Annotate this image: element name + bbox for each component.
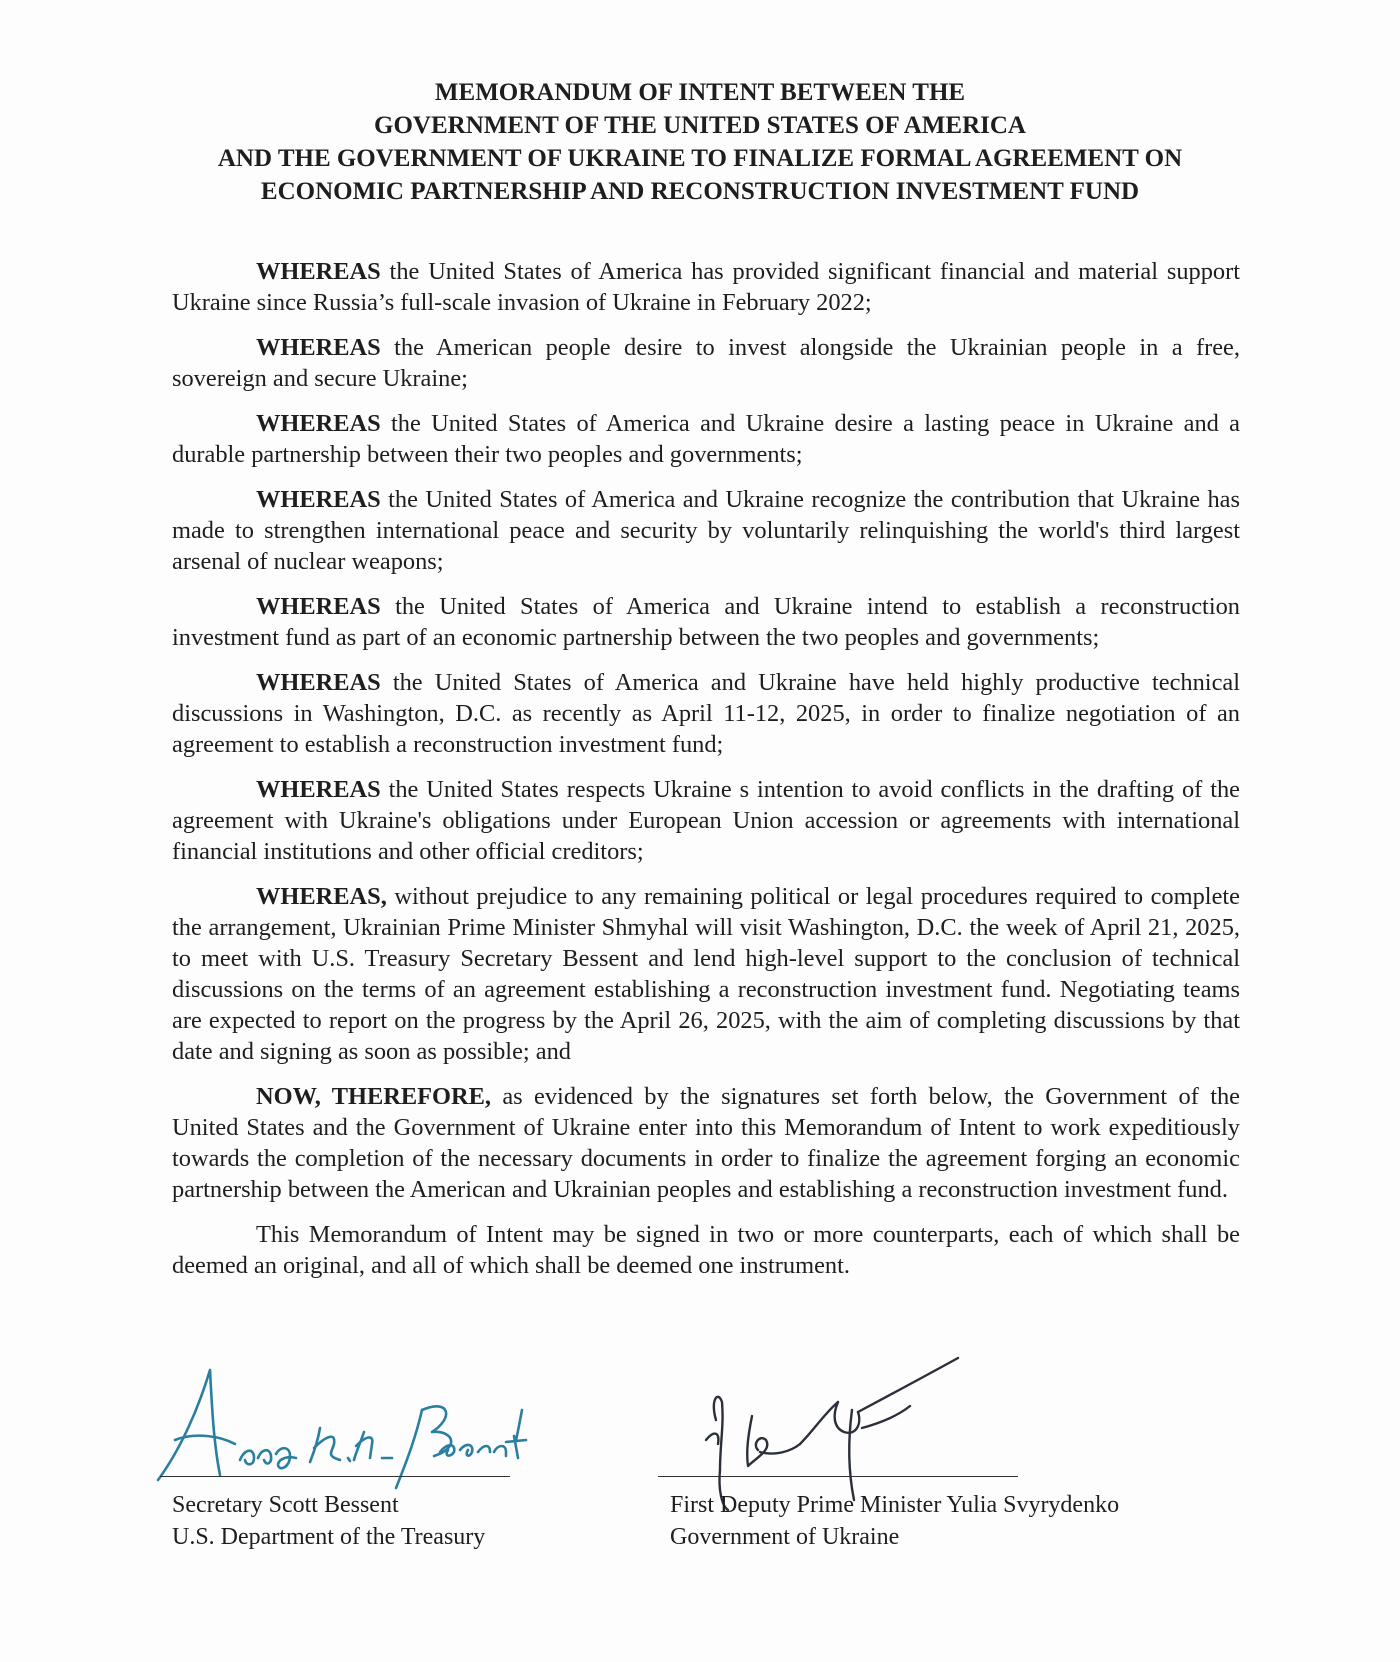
paragraph-text: This Memorandum of Intent may be signed in two or more counterparts, each of which shall be deemed an original, and all of which shall be deemed one instrument. [172, 1221, 1240, 1279]
title-line-1: MEMORANDUM OF INTENT BETWEEN THE [434, 79, 966, 106]
paragraph-lead: WHEREAS [256, 258, 381, 285]
paragraph-lead: WHEREAS [256, 776, 381, 803]
now-therefore-paragraph [172, 1081, 1240, 1205]
paragraph-text: without prejudice to any remaining political or legal procedures required to complete the arrangement, Ukrainian Prime Minister Shmyhal will visit Washington, D.C. the week of April 21, 2025, to meet with U.S. Treasury Secretary Bessent and lend high-level support to the conclusion of technical discussions on the terms of an agreement establishing a reconstruction investment fund. Negotiating teams are expected to report on the progress by the April 26, 2025, with the aim of completing discussions by that date and signing as soon as possible; and [172, 883, 1240, 1065]
paragraph-lead: WHEREAS, [256, 883, 387, 910]
paragraph-lead: WHEREAS [256, 410, 381, 437]
paragraph-text: the United States respects Ukraine s intention to avoid conflicts in the drafting of the agreement with Ukraine's obligations under European Union accession or agreements with international financial institutions and other official creditors; [172, 776, 1240, 865]
whereas-paragraph-1 [172, 256, 1240, 318]
signature-section [0, 1370, 1400, 1570]
signature-block-us [160, 1370, 580, 1570]
signatory-organization: Government of Ukraine [670, 1524, 900, 1550]
whereas-paragraph-7 [172, 774, 1240, 867]
paragraph-lead: WHEREAS [256, 334, 381, 361]
paragraph-lead: WHEREAS [256, 593, 381, 620]
paragraph-text: the United States of America and Ukraine recognize the contribution that Ukraine has made to strengthen international peace and security by voluntarily relinquishing the world's third largest arsenal of nuclear weapons; [172, 486, 1240, 575]
paragraph-lead: NOW, THEREFORE, [256, 1083, 491, 1110]
paragraph-text: the United States of America and Ukraine desire a lasting peace in Ukraine and a durable partnership between their two peoples and governments; [172, 410, 1240, 468]
paragraph-text: the United States of America has provided significant financial and material support Ukraine since Russia’s full-scale invasion of Ukraine in February 2022; [172, 258, 1240, 316]
whereas-paragraph-6 [172, 667, 1240, 760]
document-title [150, 76, 1250, 208]
handwritten-signature-us [150, 1340, 570, 1490]
paragraph-lead: WHEREAS [256, 486, 381, 513]
whereas-paragraph-5 [172, 591, 1240, 653]
title-line-2: GOVERNMENT OF THE UNITED STATES OF AMERICA [374, 112, 1026, 139]
whereas-paragraph-2 [172, 332, 1240, 394]
handwritten-signature-ukraine [648, 1340, 1068, 1510]
paragraph-text: the United States of America and Ukraine intend to establish a reconstruction investment fund as part of an economic partnership between the two peoples and governments; [172, 593, 1240, 651]
signatory-organization: U.S. Department of the Treasury [172, 1524, 486, 1550]
title-line-3: AND THE GOVERNMENT OF UKRAINE TO FINALIZE FORMAL AGREEMENT ON [217, 145, 1183, 172]
signatory-name: First Deputy Prime Minister Yulia Svyrydenko [670, 1492, 1120, 1518]
signature-line [658, 1476, 1018, 1477]
paragraph-text: the United States of America and Ukraine have held highly productive technical discussions in Washington, D.C. as recently as April 11-12, 2025, in order to finalize negotiation of an agreement to establish a reconstruction investment fund; [172, 669, 1240, 758]
paragraph-text: as evidenced by the signatures set forth below, the Government of the United States and the Government of Ukraine enter into this Memorandum of Intent to work expeditiously towards the completion of the necessary documents in order to finalize the agreement forging an economic partnership between the American and Ukrainian peoples and establishing a reconstruction investment fund. [172, 1083, 1240, 1203]
memorandum-body [172, 256, 1240, 1281]
whereas-paragraph-4 [172, 484, 1240, 577]
paragraph-lead: WHEREAS [256, 669, 381, 696]
whereas-paragraph-3 [172, 408, 1240, 470]
title-line-4: ECONOMIC PARTNERSHIP AND RECONSTRUCTION INVESTMENT FUND [260, 178, 1140, 205]
counterparts-paragraph [172, 1219, 1240, 1281]
paragraph-text: the American people desire to invest alongside the Ukrainian people in a free, sovereign and secure Ukraine; [172, 334, 1240, 392]
signature-block-ukraine [658, 1370, 1120, 1570]
signature-line [160, 1476, 510, 1477]
whereas-paragraph-8 [172, 881, 1240, 1067]
signatory-name: Secretary Scott Bessent [172, 1492, 399, 1518]
